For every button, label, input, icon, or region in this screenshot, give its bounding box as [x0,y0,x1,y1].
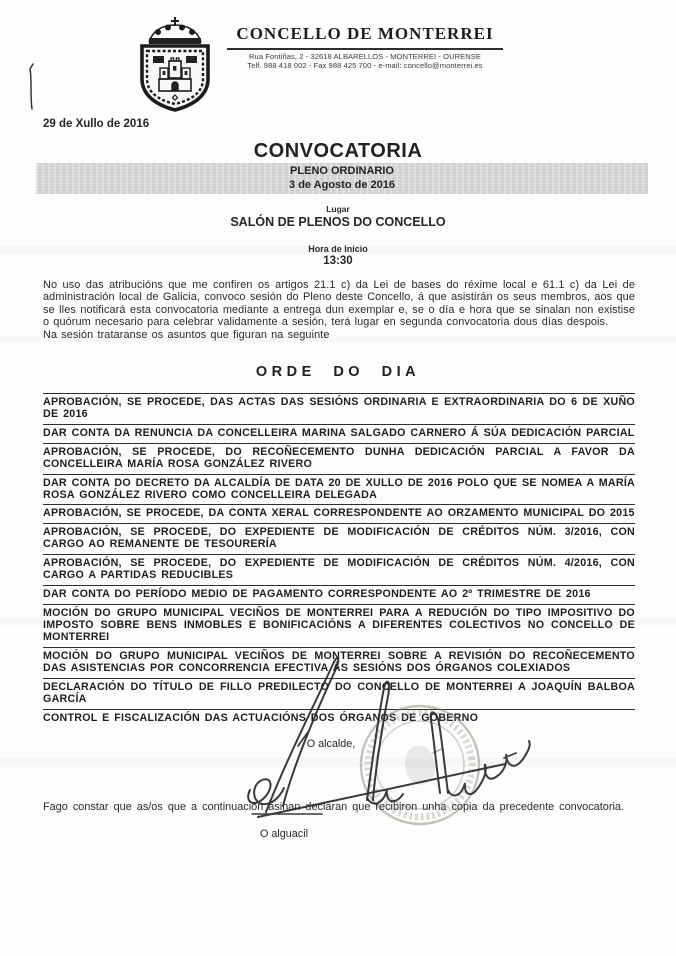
agenda-item: DECLARACIÓN DO TÍTULO DE FILLO PREDILECTO DO CONCELLO DE MONTERREI A JOAQUÍN BALBOA GARCÍA [43,678,635,709]
agenda-item: MOCIÓN DO GRUPO MUNICIPAL VECIÑOS DE MONTERREI SOBRE A REVISIÓN DO RECOÑECEMENTO DAS ASISTENCIAS POR CONCORRENCIA EFECTIVA ÁS SESIÓNS DOS ÓRGANOS COLEXIADOS [43,647,635,678]
agenda-item: APROBACIÓN, SE PROCEDE, DAS ACTAS DAS SESIÓNS ORDINARIA E EXTRAORDINARIA DO 6 DE XUÑO DE 2016 [43,393,635,424]
header-divider [227,48,503,50]
session-date: 3 de Agosto de 2016 [289,178,395,191]
agenda-item: APROBACIÓN, SE PROCEDE, DO EXPEDIENTE DE MODIFICACIÓN DE CRÉDITOS NÚM. 3/2016, CON CARGO AO REMANENTE DE TESOURERÍA [43,523,635,554]
agenda-item: DAR CONTA DO PERÍODO MEDIO DE PAGAMENTO CORRESPONDENTE AO 2º TRIMESTRE DE 2016 [43,585,635,604]
footer-statement: Fago constar que as/os que a continuación asinan declaran que recibiron unha copia da precedente convocatoria. [43,801,624,813]
legal-paragraph: No uso das atribucións que me confiren os artigos 21.1 c) da Lei de bases do réxime local e 61.1 c) da Lei de administración local de Galicia, convoco sesión do Pleno deste Concello, á que asistirán os seus membros, aos que se lles notificará esta convocatoria mediante a entrega dun exemplar e, se o día e hora que se sinalan non existise o quórum necesario para celebrar validamente a sesión, terá lugar en segunda convocatoria dous días despois. [43,279,635,329]
agenda-heading: ORDE DO DIA [255,364,421,380]
note-paragraph: Na sesión trataranse os asuntos que figuran na seguinte [43,328,330,341]
agenda-item: CONTROL E FISCALIZACIÓN DAS ACTUACIÓNS DOS ÓRGANOS DE GOBERNO [43,709,635,728]
agenda-item: DAR CONTA DO DECRETO DA ALCALDÍA DE DATA 20 DE XULLO DE 2016 POLO QUE SE NOMEA A MARÍA ROSA GONZÁLEZ RIVERO COMO CONCELLEIRA DELEGADA [43,474,635,505]
body-text [43,279,635,341]
alguacil-label: O alguacil [259,828,308,840]
org-address: Rua Fontiñas, 2 - 32618 ALBARELLOS - MONTERREI - OURENSE [249,52,481,61]
scan-scratch-mark [26,62,38,114]
org-title: CONCELLO DE MONTERREI [236,24,494,43]
convocatoria-title: CONVOCATORIA [253,140,423,162]
org-contact: Telf. 988 418 002 - Fax 988 425 700 - e-mail: concello@monterrei.es [247,61,483,70]
session-type: PLENO ORDINARIO [290,165,394,177]
agenda-item: APROBACIÓN, SE PROCEDE, DO RECOÑECEMENTO DUNHA DEDICACIÓN PARCIAL A FAVOR DA CONCELLEIRA MARÍA ROSA GONZÁLEZ RIVERO [43,443,635,474]
agenda-item: APROBACIÓN, SE PROCEDE, DA CONTA XERAL CORRESPONDENTE AO ORZAMENTO MUNICIPAL DO 2015 [43,504,635,523]
hora-inicio-label: Hora de Inicio [308,244,368,254]
lugar-value: SALÓN DE PLENOS DO CONCELLO [230,215,446,229]
agenda-item: APROBACIÓN, SE PROCEDE, DO EXPEDIENTE DE MODIFICACIÓN DE CRÉDITOS NÚM. 4/2016, CON CARGO A PARTIDAS REDUCIBLES [43,554,635,585]
alcalde-label: O alcalde, [306,738,356,750]
agenda-item: DAR CONTA DA RENUNCIA DA CONCELLEIRA MARINA SALGADO CARNERO Á SÚA DEDICACIÓN PARCIAL [43,424,635,443]
hora-inicio-value: 13:30 [323,255,353,267]
agenda-item: MOCIÓN DO GRUPO MUNICIPAL VECIÑOS DE MONTERREI PARA A REDUCIÓN DO TIPO IMPOSITIVO DO IMPOSTO SOBRE BENS INMOBLES E BONIFICACIÓNS A DIFERENTES COLECTIVOS NO CONCELLO DE MONTERREI [43,604,635,647]
monterrei-coat-of-arms-icon [133,16,217,112]
lugar-label: Lugar [326,204,350,214]
session-highlight-band [36,163,648,194]
letterhead [227,24,503,70]
document-date: 29 de Xullo de 2016 [43,118,150,130]
